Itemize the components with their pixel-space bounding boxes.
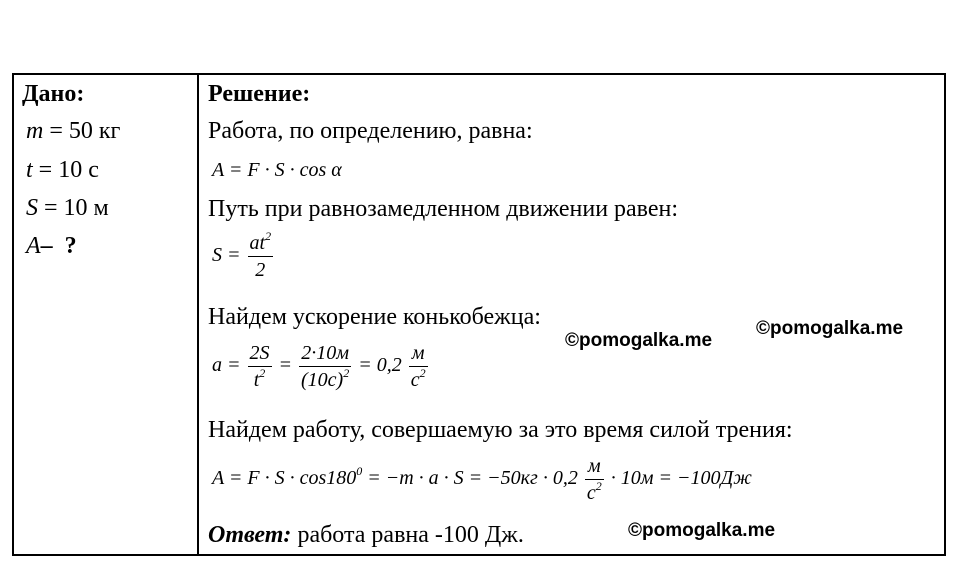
formula-work-frac-num: м [587, 455, 601, 477]
formula-acceleration-frac-2-den: (10с) [301, 369, 344, 391]
formula-work-frac-den-exp: 2 [595, 479, 602, 493]
formula-acceleration-frac-1-den-exp: 2 [259, 366, 266, 380]
formula-acceleration-frac-1 [248, 340, 272, 393]
solution-line-4: Найдем работу, совершаемую за это время силой трения: [208, 417, 793, 443]
given-distance-value: = 10 м [38, 195, 109, 221]
answer-text: работа равна -100 Дж. [291, 522, 524, 548]
formula-distance [212, 230, 275, 283]
solution-line-3: Найдем ускорение конькобежца: [208, 304, 541, 330]
given-time [26, 156, 99, 184]
given-unknown-dash: – [40, 233, 53, 259]
solution-header: Решение: [208, 81, 311, 107]
given-unknown-question: ? [64, 233, 77, 259]
answer-label: Ответ: [208, 522, 292, 548]
watermark-2: ©pomogalka.me [756, 318, 904, 339]
formula-work-degree: 0 [356, 464, 363, 479]
formula-distance-fraction [248, 230, 274, 283]
formula-work-part-1: A = F · S · cos180 [212, 467, 357, 490]
formula-acceleration-eq-1: = [278, 354, 292, 377]
formula-work-part-3: · 10м = −100Дж [610, 467, 752, 490]
given-distance-var: S [26, 195, 38, 221]
given-mass [26, 117, 120, 145]
given-time-value: = 10 с [32, 157, 99, 183]
formula-acceleration-frac-3 [409, 340, 428, 393]
given-header: Дано: [22, 81, 85, 107]
formula-acceleration-frac-1-num: 2S [249, 342, 270, 364]
given-mass-value: = 50 кг [43, 118, 121, 144]
given-unknown-var: A [26, 233, 41, 259]
given-unknown [26, 232, 77, 260]
given-mass-var: m [26, 118, 44, 144]
formula-work-definition: A = F · S · cos α [212, 159, 342, 181]
formula-distance-den: 2 [255, 259, 266, 281]
formula-distance-lhs: S = [212, 244, 241, 267]
column-divider [197, 73, 199, 556]
formula-distance-num-exp: 2 [265, 229, 272, 243]
formula-acceleration-frac-2 [299, 340, 351, 393]
watermark-3: ©pomogalka.me [628, 520, 776, 541]
formula-work-part-2: = −m · a · S = −50кг · 0,2 [362, 467, 578, 490]
formula-acceleration [212, 340, 430, 393]
formula-work-result [212, 453, 752, 506]
formula-acceleration-frac-1-den: t [253, 369, 260, 391]
formula-distance-num: at [249, 232, 266, 254]
given-time-var: t [26, 157, 33, 183]
formula-acceleration-frac-3-den-exp: 2 [419, 366, 426, 380]
formula-acceleration-frac-2-num: 2·10м [301, 342, 349, 364]
formula-acceleration-frac-2-den-exp: 2 [343, 366, 350, 380]
answer-line [208, 521, 524, 549]
formula-acceleration-lhs: a = [212, 354, 241, 377]
solution-line-1: Работа, по определению, равна: [208, 118, 533, 144]
formula-acceleration-eq-2: = 0,2 [358, 354, 402, 377]
formula-work-fraction [585, 453, 604, 506]
given-distance [26, 194, 109, 222]
formula-acceleration-frac-3-num: м [411, 342, 425, 364]
formula-acceleration-frac-3-den: с [410, 369, 420, 391]
formula-work-frac-den: с [586, 482, 596, 504]
solution-line-2: Путь при равнозамедленном движении равен: [208, 196, 679, 222]
watermark-1: ©pomogalka.me [565, 330, 713, 351]
